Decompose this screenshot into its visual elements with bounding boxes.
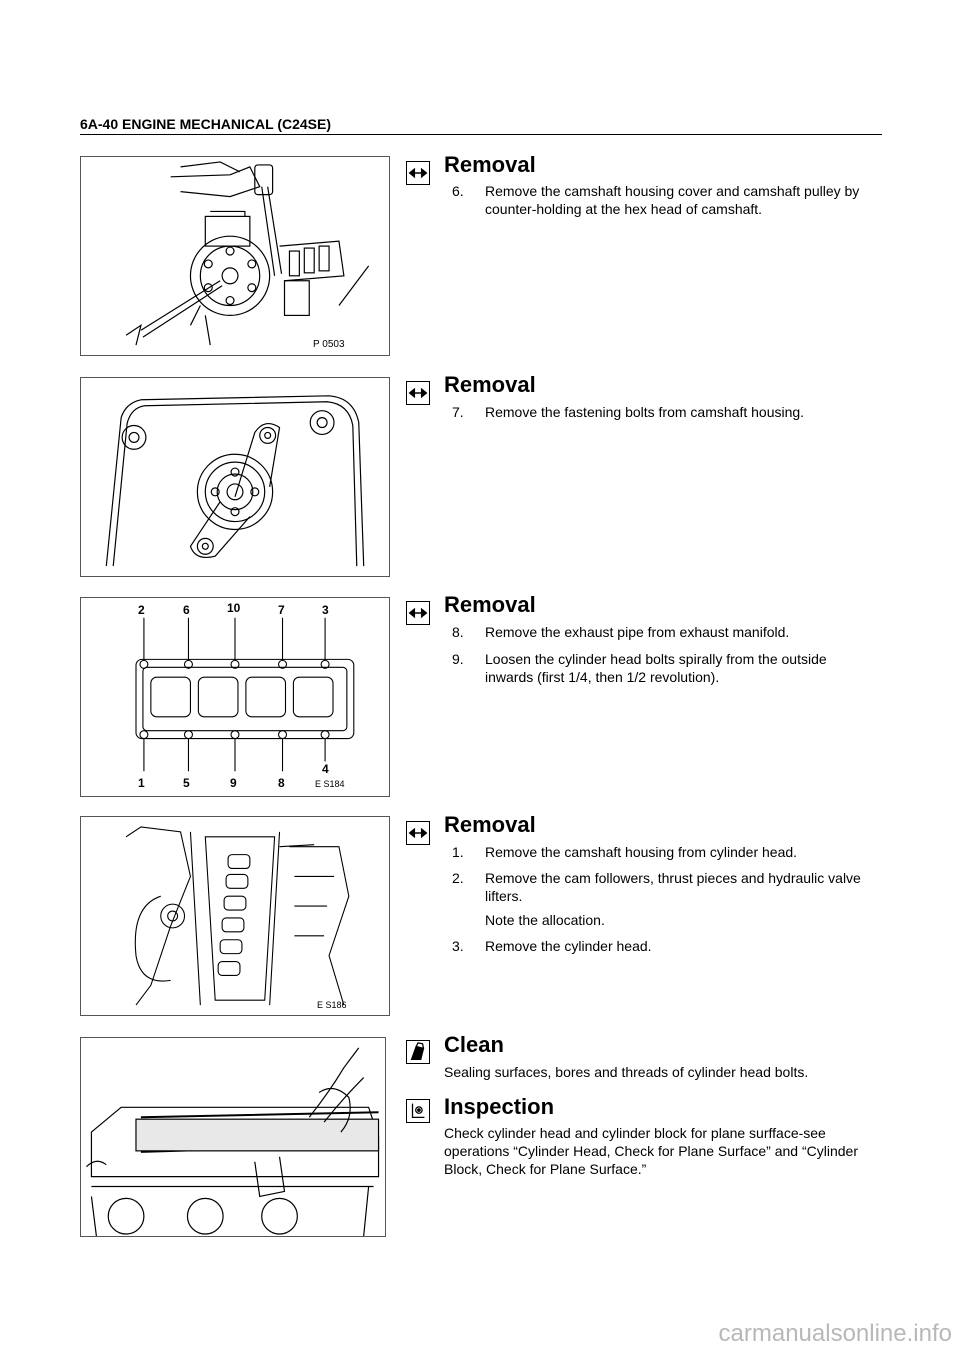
bolt-number: 8 [278, 776, 285, 790]
step-number: 3. [452, 938, 464, 954]
removal-arrows-icon [406, 381, 430, 405]
step-note: Note the allocation. [485, 912, 605, 928]
figure-label: E S186 [317, 1000, 347, 1010]
figure-bolt-sequence [80, 597, 390, 797]
bolt-number: 1 [138, 776, 145, 790]
page-header: 6A-40 ENGINE MECHANICAL (C24SE) [80, 116, 332, 132]
bolt-number: 6 [183, 603, 190, 617]
step-text: Remove the cam followers, thrust pieces and hydraulic valve lifters. [485, 870, 861, 904]
figure-straightedge-check [80, 1037, 386, 1237]
step-text: Remove the camshaft housing cover and camshaft pulley by counter-holding at the hex head of camshaft. [485, 183, 860, 217]
watermark: carmanualsonline.info [718, 1320, 952, 1347]
bolt-number: 2 [138, 603, 145, 617]
bolt-number: 10 [227, 601, 241, 615]
section-title: Removal [444, 152, 536, 177]
inspection-eye-icon [406, 1099, 430, 1123]
step-number: 8. [452, 624, 464, 640]
step-text: Remove the fastening bolts from camshaft housing. [485, 404, 805, 420]
step-text: Remove the camshaft housing from cylinder head. [485, 844, 798, 860]
bolt-number: 9 [230, 776, 237, 790]
section-text: Check cylinder head and cylinder block for plane surfface-see operations “Cylinder Head, Check for Plane Surface” and “Cylinder Block, Check for Plane Surface.” [444, 1125, 858, 1177]
section-title: Clean [444, 1032, 504, 1057]
removal-arrows-icon [406, 601, 430, 625]
bolt-number: 7 [278, 603, 285, 617]
removal-arrows-icon [406, 161, 430, 185]
section-title: Removal [444, 592, 536, 617]
section-title: Removal [444, 812, 536, 837]
bolt-number: 3 [322, 603, 329, 617]
bolt-number: 4 [322, 762, 329, 776]
step-number: 2. [452, 870, 464, 886]
clean-brush-icon [406, 1040, 430, 1064]
step-text: Remove the cylinder head. [485, 938, 652, 954]
figure-camshaft-pulley [80, 156, 390, 356]
figure-label: P 0503 [313, 339, 345, 350]
step-number: 6. [452, 183, 464, 199]
step-text: Remove the exhaust pipe from exhaust manifold. [485, 624, 790, 640]
figure-camshaft-housing [80, 377, 390, 577]
step-text: Loosen the cylinder head bolts spirally from the outside inwards (first 1/4, then 1/2 revolution). [485, 651, 827, 685]
step-number: 7. [452, 404, 464, 420]
section-text: Sealing surfaces, bores and threads of cylinder head bolts. [444, 1064, 809, 1080]
step-number: 1. [452, 844, 464, 860]
removal-arrows-icon [406, 821, 430, 845]
header-rule [80, 134, 882, 135]
step-number: 9. [452, 651, 464, 667]
bolt-number: 5 [183, 776, 190, 790]
figure-camshaft-housing-removal [80, 816, 390, 1016]
figure-label: E S184 [315, 779, 345, 789]
section-title: Removal [444, 372, 536, 397]
section-title: Inspection [444, 1094, 555, 1119]
